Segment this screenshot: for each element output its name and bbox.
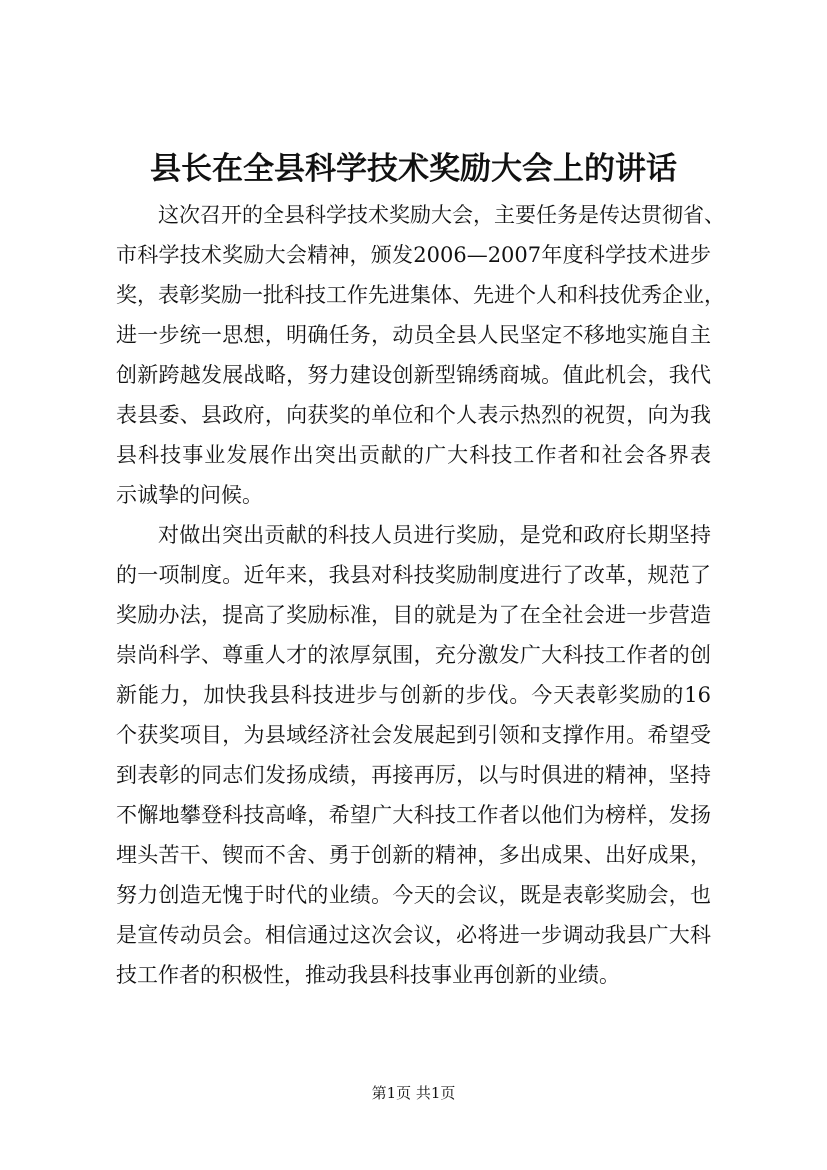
paragraph-line: 表县委、县政府，向获奖的单位和个人表示热烈的祝贺，向为我 — [116, 403, 711, 427]
paragraph-line: 奖，表彰奖励一批科技工作先进集体、先进个人和科技优秀企业， — [116, 283, 725, 307]
paragraph-line: 奖励办法，提高了奖励标准，目的就是为了在全社会进一步营造 — [116, 603, 711, 627]
paragraph-line: 市科学技术奖励大会精神，颁发2006—2007年度科学技术进步 — [116, 243, 711, 267]
paragraph-line: 示诚挚的问候。 — [116, 483, 263, 507]
paragraph — [116, 195, 725, 515]
paragraph — [116, 515, 711, 995]
paragraph-line: 到表彰的同志们发扬成绩，再接再厉，以与时俱进的精神，坚持 — [116, 763, 711, 787]
paragraph-line: 进一步统一思想，明确任务，动员全县人民坚定不移地实施自主 — [116, 323, 711, 347]
paragraph-line: 新能力，加快我县科技进步与创新的步伐。今天表彰奖励的16 — [116, 683, 711, 707]
page-footer: 第1页 共1页 — [371, 1084, 456, 1102]
paragraph-line: 是宣传动员会。相信通过这次会议，必将进一步调动我县广大科 — [116, 923, 711, 947]
paragraph-line: 埋头苦干、锲而不舍、勇于创新的精神，多出成果、出好成果， — [116, 843, 711, 867]
paragraph-line: 技工作者的积极性，推动我县科技事业再创新的业绩。 — [116, 963, 620, 987]
paragraph-line: 努力创造无愧于时代的业绩。今天的会议，既是表彰奖励会，也 — [116, 883, 711, 907]
paragraph-line: 的一项制度。近年来，我县对科技奖励制度进行了改革，规范了 — [116, 563, 711, 587]
document-title: 县长在全县科学技术奖励大会上的讲话 — [150, 151, 677, 187]
paragraph-line: 对做出突出贡献的科技人员进行奖励，是党和政府长期坚持 — [158, 523, 711, 547]
paragraph-line: 创新跨越发展战略，努力建设创新型锦绣商城。值此机会，我代 — [116, 363, 711, 387]
paragraph-line: 这次召开的全县科学技术奖励大会，主要任务是传达贯彻省、 — [158, 203, 725, 227]
paragraph-line: 不懈地攀登科技高峰，希望广大科技工作者以他们为榜样，发扬 — [116, 803, 711, 827]
paragraph-line: 县科技事业发展作出突出贡献的广大科技工作者和社会各界表 — [116, 443, 711, 467]
paragraph-line: 崇尚科学、尊重人才的浓厚氛围，充分激发广大科技工作者的创 — [116, 643, 711, 667]
document-body — [116, 195, 725, 995]
paragraph-line: 个获奖项目，为县域经济社会发展起到引领和支撑作用。希望受 — [116, 723, 711, 747]
